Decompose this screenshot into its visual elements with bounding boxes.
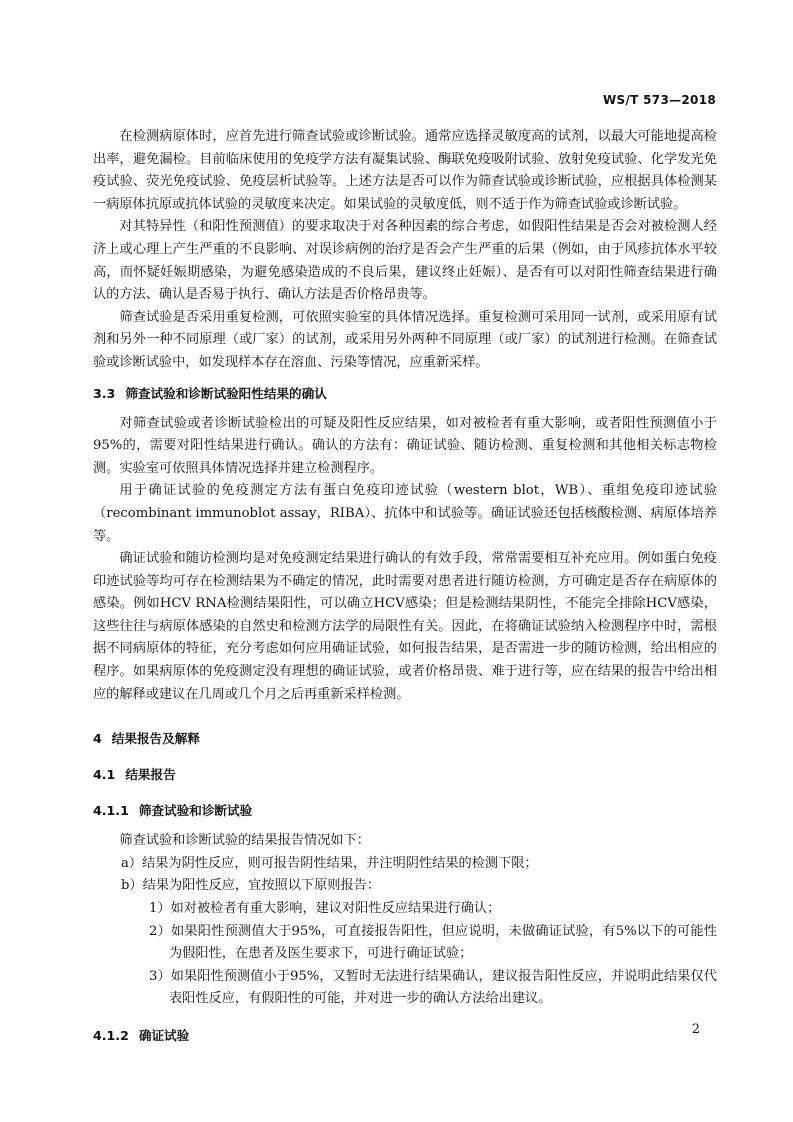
sub-list-item-2: 2）如果阳性预测值大于95%，可直接报告阳性，但应说明，未做确证试验，有5%以下的可能性为假阳性，在患者及医生要求下，可进行确证试验； — [149, 923, 717, 962]
section-number: 4.1 — [93, 767, 116, 783]
paragraph: 确证试验和随访检测均是对免疫测定结果进行确认的有效手段，常常需要相互补充应用。例如蛋白免疫印迹试验等均可存在检测结果为不确定的情况，此时需要对患者进行随访检测，方可确定是否存在病原体的感染。例如HCV RNA检测结果阳性，可以确立HCV感染；但是检测结果阴性，不能完全排除HCV感染，这些往往与病原体感染的自然史和检测方法学的局限性有关。因此，在将确证试验纳入检测程序中时，需根据不同病原体的特征，充分考虑如何应用确证试验，如何报告结果，是否需进一步的随访检测，给出相应的程序。如果病原体的免疫测定没有理想的确证试验，或者价格昂贵、难于进行等，应在结果的报告中给出相应的解释或建议在几周或几个月之后再重新采样检测。 — [93, 551, 717, 702]
sub-list-item-1: 1）如对被检者有重大影响，建议对阳性反应结果进行确认； — [149, 901, 501, 917]
page-number: 2 — [691, 1022, 700, 1037]
section-heading-4-1-1 — [93, 800, 717, 822]
section-title: 筛查试验和诊断试验 — [138, 803, 253, 819]
section-number: 4 — [93, 731, 102, 747]
sub-list-item-3: 3）如果阳性预测值小于95%，又暂时无法进行结果确认，建议报告阳性反应，并说明此结果仅代表阳性反应，有假阳性的可能，并对进一步的确认方法给出建议。 — [149, 968, 717, 1007]
section-title: 筛查试验和诊断试验阳性结果的确认 — [125, 385, 327, 401]
paragraph: 对筛查试验或者诊断试验检出的可疑及阳性反应结果，如对被检者有重大影响，或者阳性预测值小于95%的，需要对阳性结果进行确认。确认的方法有：确证试验、随访检测、重复检测和其他相关标志物检测。实验室可依照具体情况选择并建立检测程序。 — [93, 415, 717, 476]
section-number: 3.3 — [93, 385, 116, 401]
list-item-b: b）结果为阳性反应，宜按照以下原则报告： — [121, 878, 381, 894]
document-body — [93, 126, 717, 1047]
standard-code: WS/T 573—2018 — [603, 93, 716, 107]
section-heading-4-1 — [93, 764, 717, 786]
list-item-a: a）结果为阴性反应，则可报告阴性结果，并注明阴性结果的检测下限； — [121, 855, 538, 871]
section-heading-4 — [93, 728, 717, 750]
section-title: 确证试验 — [138, 1028, 190, 1043]
paragraph: 筛查试验是否采用重复检测，可依照实验室的具体情况选择。重复检测可采用同一试剂，或采用原有试剂和另外一种不同原理（或厂家）的试剂，或采用另外两种不同原理（或厂家）的试剂进行检测。在筛查试验或诊断试验中，如发现样本存在溶血、污染等情况，应重新采样。 — [93, 309, 717, 370]
section-number: 4.1.2 — [93, 1028, 129, 1043]
paragraph: 对其特异性（和阳性预测值）的要求取决于对各种因素的综合考虑，如假阳性结果是否会对被检测人经济上或心理上产生严重的不良影响、对误诊病例的治疗是否会产生严重的后果（例如，由于风疹抗体水平较高，而怀疑妊娠期感染，为避免感染造成的不良后果，建议终止妊娠）、是否有可以对阳性筛查结果进行确认的方法、确认是否易于执行、确认方法是否价格昂贵等。 — [93, 219, 717, 303]
list-intro: 筛查试验和诊断试验的结果报告情况如下： — [119, 833, 370, 849]
section-number: 4.1.1 — [93, 803, 129, 819]
paragraph: 用于确证试验的免疫测定方法有蛋白免疫印迹试验（western blot，WB）、重组免疫印迹试验（recombinant immunoblot assay，RIBA）、抗体中和试验等。确证试验还包括核酸检测、病原体培养等。 — [93, 483, 717, 544]
section-title: 结果报告 — [125, 767, 176, 783]
section-title: 结果报告及解释 — [111, 731, 200, 747]
paragraph: 在检测病原体时，应首先进行筛查试验或诊断试验。通常应选择灵敏度高的试剂，以最大可能地提高检出率，避免漏检。目前临床使用的免疫学方法有凝集试验、酶联免疫吸附试验、放射免疫试验、化学发光免疫试验、荧光免疫试验、免疫层析试验等。上述方法是否可以作为筛查试验或诊断试验，应根据具体检测某一病原体抗原或抗体试验的灵敏度来决定。如果试验的灵敏度低，则不适于作为筛查试验或诊断试验。 — [93, 129, 717, 212]
section-heading-4-1-2 — [93, 1025, 717, 1047]
section-heading-3-3 — [93, 383, 717, 405]
